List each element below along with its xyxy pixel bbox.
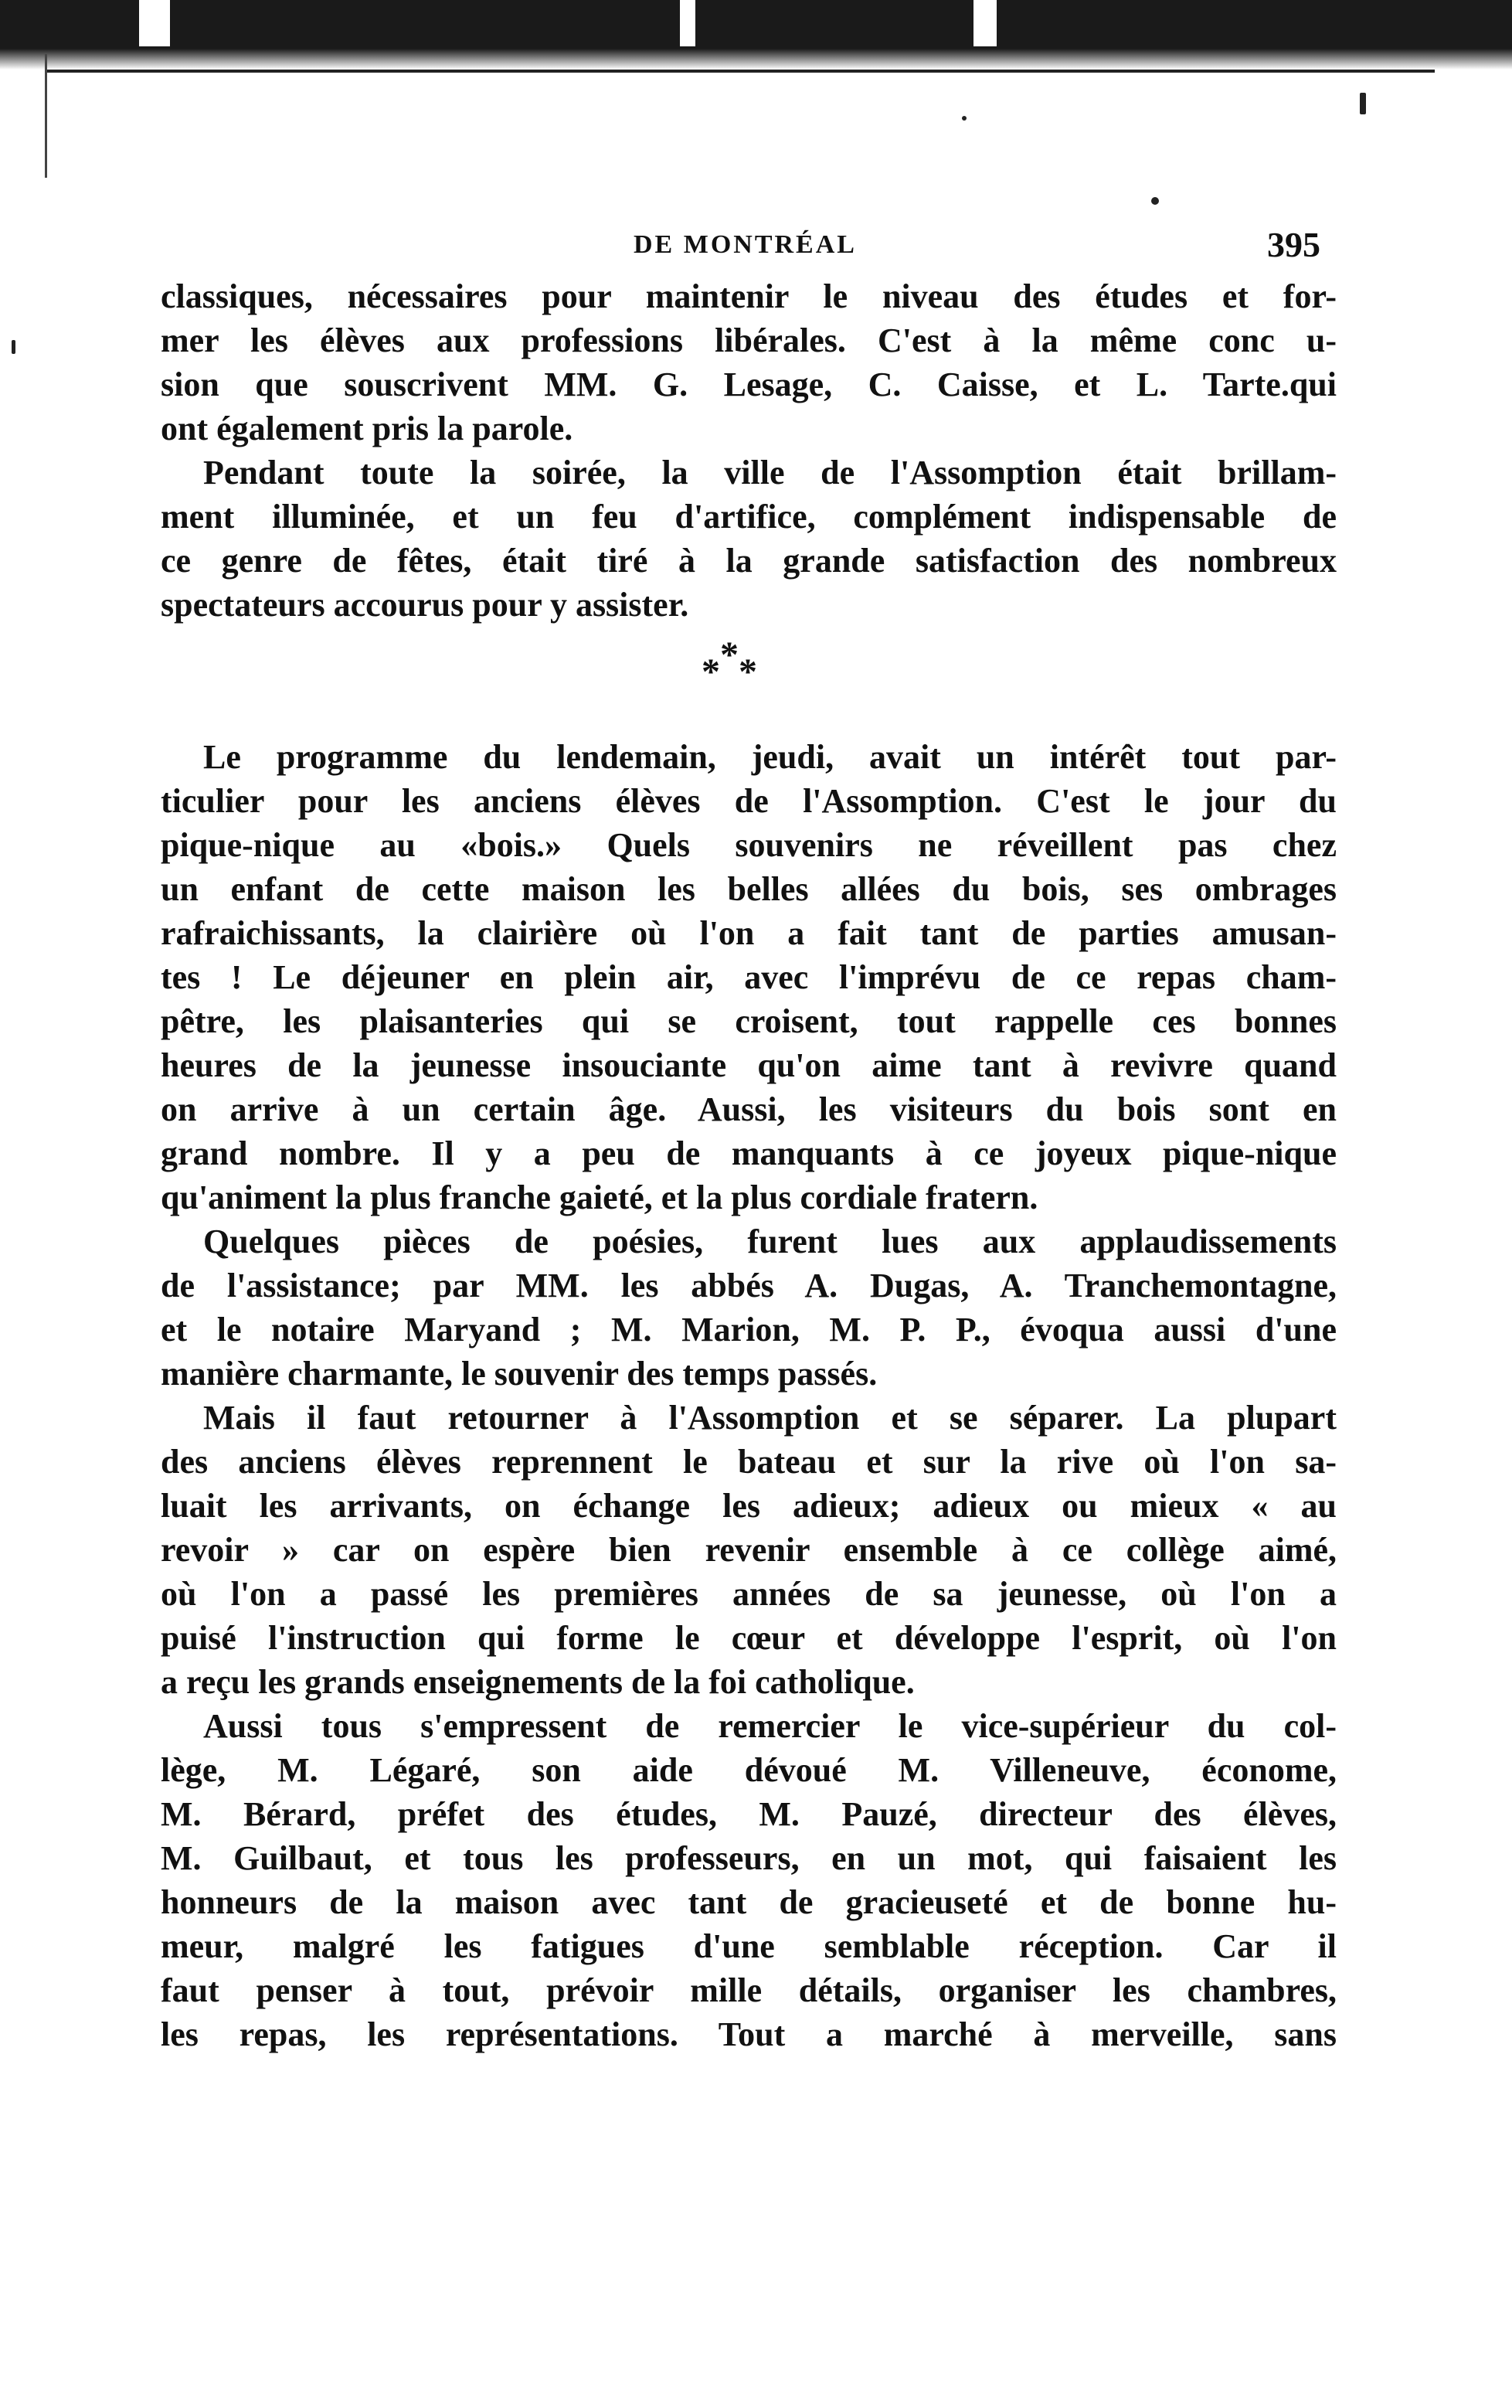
text-line: où l'on a passé les premières années de sa jeunesse, où l'on a [161,1575,1337,1613]
speck [962,116,967,121]
text-block-2 [161,735,1337,2056]
text-line: M. Guilbaut, et tous les professeurs, en un mot, qui faisaient les [161,1839,1337,1877]
text-line: manière charmante, le souvenir des temps passés. [161,1355,878,1393]
text-line: Mais il faut retourner à l'Assomption et se séparer. La plupart [203,1399,1337,1437]
text-line: sion que souscrivent MM. G. Lesage, C. Caisse, et L. Tarte.qui [161,366,1337,403]
asterism: * * * [702,634,757,692]
text-line: des anciens élèves reprennent le bateau et sur la rive où l'on sa- [161,1443,1337,1481]
speck [1151,197,1159,205]
body-text [161,274,1337,2056]
page-header [0,224,1512,270]
speck [1360,93,1366,114]
text-block-1 [161,274,1337,627]
text-line: classiques, nécessaires pour maintenir le niveau des études et for- [161,277,1337,315]
running-head: DE MONTRÉAL [634,230,857,259]
text-line: grand nombre. Il y a peu de manquants à ce joyeux pique-nique [161,1134,1337,1172]
text-line: on arrive à un certain âge. Aussi, les visiteurs du bois sont en [161,1090,1337,1128]
text-line: ce genre de fêtes, était tiré à la grande satisfaction des nombreux [161,542,1337,580]
text-line: ment illuminée, et un feu d'artifice, complément indispensable de [161,498,1337,536]
text-line: meur, malgré les fatigues d'une semblable réception. Car il [161,1927,1337,1965]
speck [12,340,15,354]
text-line: et le notaire Maryand ; M. Marion, M. P. P., évoqua aussi d'une [161,1311,1337,1349]
text-line: les repas, les représentations. Tout a marché à merveille, sans [161,2015,1337,2053]
top-rule [46,70,1435,73]
text-line: pique-nique au «bois.» Quels souvenirs ne réveillent pas chez [161,826,1337,864]
text-line: luait les arrivants, on échange les adieux; adieux ou mieux « au [161,1487,1337,1525]
page-number: 395 [1267,225,1320,264]
text-line: rafraichissants, la clairière où l'on a fait tant de parties amusan- [161,914,1337,952]
text-line: Aussi tous s'empressent de remercier le vice-supérieur du col- [203,1707,1337,1745]
scan-top-border [0,0,1512,70]
text-line: a reçu les grands enseignements de la foi catholique. [161,1663,915,1701]
text-line: revoir » car on espère bien revenir ensemble à ce collège aimé, [161,1531,1337,1569]
text-line: heures de la jeunesse insouciante qu'on aime tant à revivre quand [161,1046,1337,1084]
text-line: de l'assistance; par MM. les abbés A. Dugas, A. Tranchemontagne, [161,1267,1337,1304]
text-line: un enfant de cette maison les belles allées du bois, ses ombrages [161,870,1337,908]
text-line: ont également pris la parole. [161,410,573,447]
text-line: pêtre, les plaisanteries qui se croisent, tout rappelle ces bonnes [161,1002,1337,1040]
text-line: Quelques pièces de poésies, furent lues aux applaudissements [203,1223,1337,1260]
text-line: Pendant toute la soirée, la ville de l'Assomption était brillam- [203,454,1337,491]
text-line: honneurs de la maison avec tant de gracieuseté et de bonne hu- [161,1883,1337,1921]
text-line: qu'animent la plus franche gaieté, et la plus cordiale fratern. [161,1178,1038,1216]
margin-mark [45,54,47,178]
text-line: faut penser à tout, prévoir mille détails, organiser les chambres, [161,1971,1337,2009]
text-line: mer les élèves aux professions libérales. C'est à la même conc u- [161,321,1337,359]
text-line: puisé l'instruction qui forme le cœur et développe l'esprit, où l'on [161,1619,1337,1657]
text-line: lège, M. Légaré, son aide dévoué M. Villeneuve, économe, [161,1751,1337,1789]
text-line: M. Bérard, préfet des études, M. Pauzé, directeur des élèves, [161,1795,1337,1833]
text-line: spectateurs accourus pour y assister. [161,586,689,624]
text-line: Le programme du lendemain, jeudi, avait un intérêt tout par- [203,738,1337,776]
text-line: tes ! Le déjeuner en plein air, avec l'imprévu de ce repas cham- [161,958,1337,996]
text-line: ticulier pour les anciens élèves de l'Assomption. C'est le jour du [161,782,1337,820]
